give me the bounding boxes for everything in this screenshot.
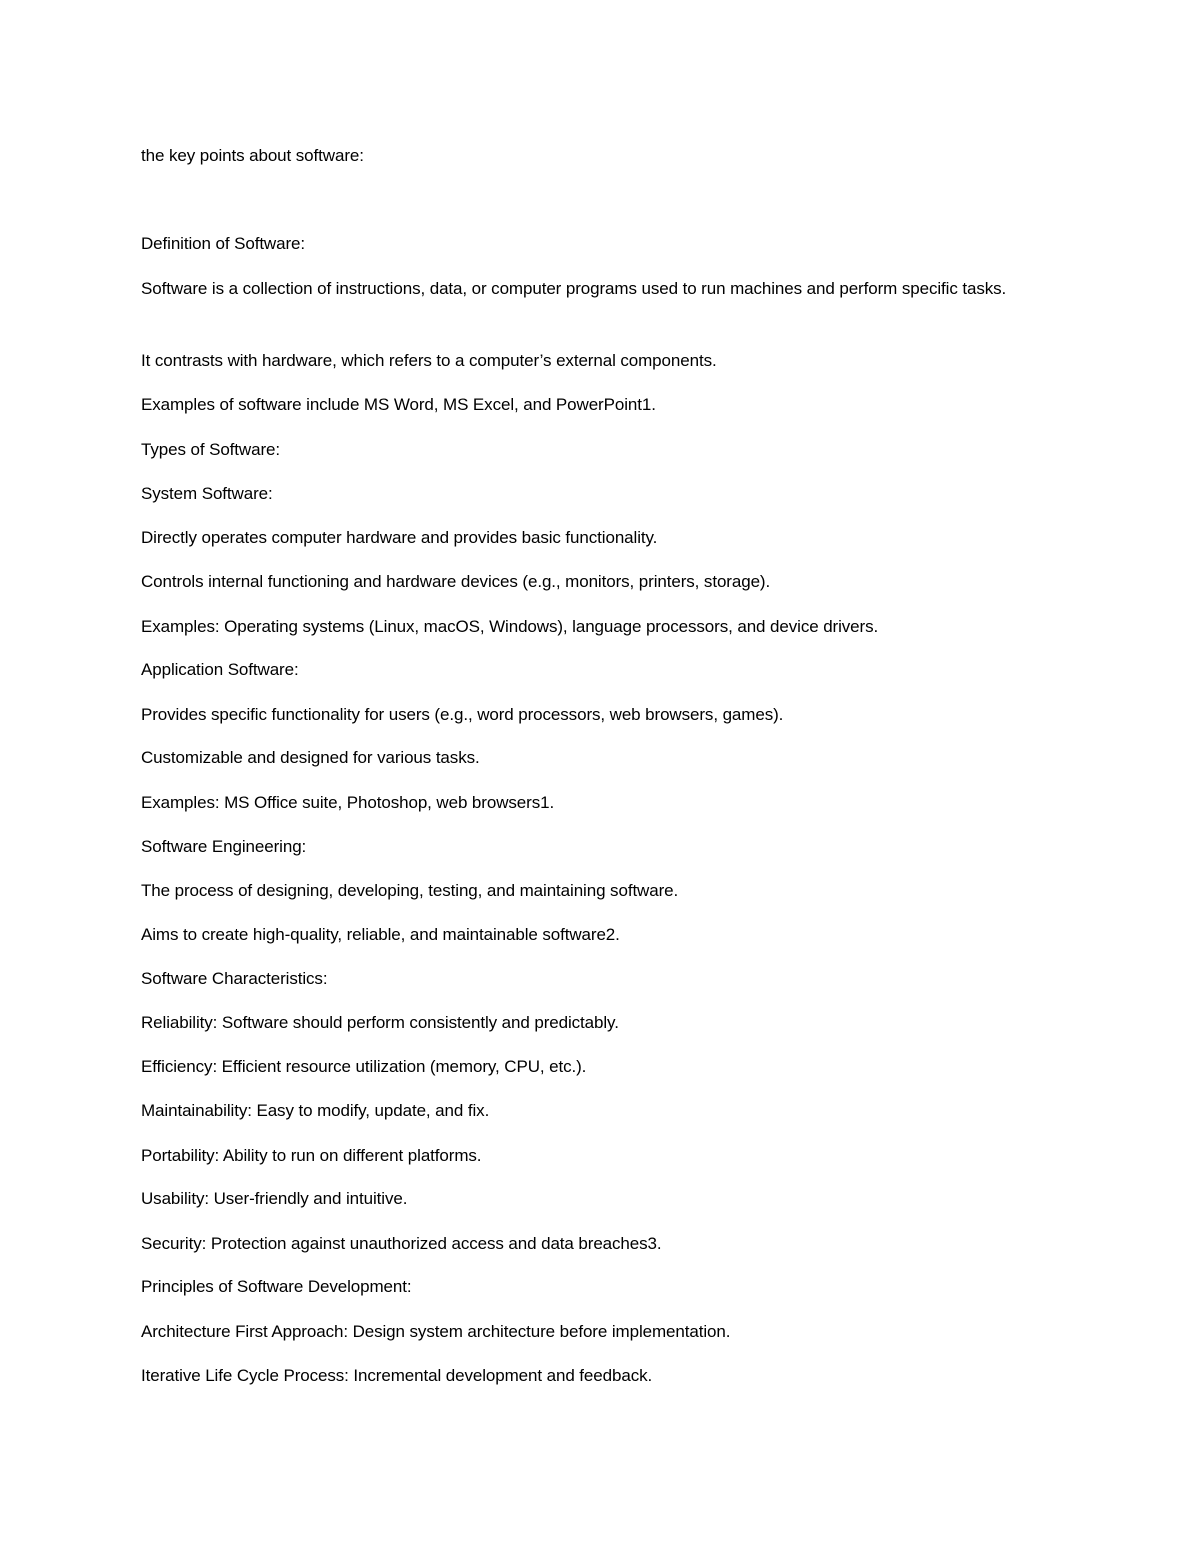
paragraph: Reliability: Software should perform consistently and predictably. [141, 1013, 619, 1032]
section-heading: Definition of Software: [141, 234, 306, 253]
document-intro: the key points about software: [141, 146, 364, 165]
paragraph: Maintainability: Easy to modify, update, and fix. [141, 1101, 490, 1120]
paragraph: It contrasts with hardware, which refers to a computer’s external components. [141, 351, 717, 370]
subsection-heading: System Software: [141, 484, 273, 503]
subsection-heading: Application Software: [141, 660, 299, 679]
paragraph: Portability: Ability to run on different platforms. [141, 1146, 482, 1165]
paragraph: Controls internal functioning and hardware devices (e.g., monitors, printers, storage). [141, 572, 771, 591]
paragraph: Examples: MS Office suite, Photoshop, web browsers1. [141, 793, 555, 812]
paragraph: Architecture First Approach: Design system architecture before implementation. [141, 1322, 731, 1341]
paragraph: Usability: User-friendly and intuitive. [141, 1189, 408, 1208]
section-heading: Software Characteristics: [141, 969, 328, 988]
paragraph: Examples of software include MS Word, MS Excel, and PowerPoint1. [141, 395, 656, 414]
paragraph: Security: Protection against unauthorized access and data breaches3. [141, 1234, 662, 1253]
paragraph: Customizable and designed for various tasks. [141, 748, 480, 767]
paragraph: The process of designing, developing, testing, and maintaining software. [141, 881, 679, 900]
section-heading: Software Engineering: [141, 837, 307, 856]
section-heading: Types of Software: [141, 440, 280, 459]
paragraph: Iterative Life Cycle Process: Incremental development and feedback. [141, 1366, 653, 1385]
paragraph: Directly operates computer hardware and provides basic functionality. [141, 528, 658, 547]
section-heading: Principles of Software Development: [141, 1277, 412, 1296]
paragraph: Examples: Operating systems (Linux, macOS, Windows), language processors, and device drivers. [141, 617, 879, 636]
paragraph: Efficiency: Efficient resource utilization (memory, CPU, etc.). [141, 1057, 587, 1076]
paragraph: Aims to create high-quality, reliable, and maintainable software2. [141, 925, 620, 944]
paragraph: Software is a collection of instructions, data, or computer programs used to run machines and perform specific tasks. [141, 279, 1007, 298]
paragraph: Provides specific functionality for users (e.g., word processors, web browsers, games). [141, 705, 784, 724]
